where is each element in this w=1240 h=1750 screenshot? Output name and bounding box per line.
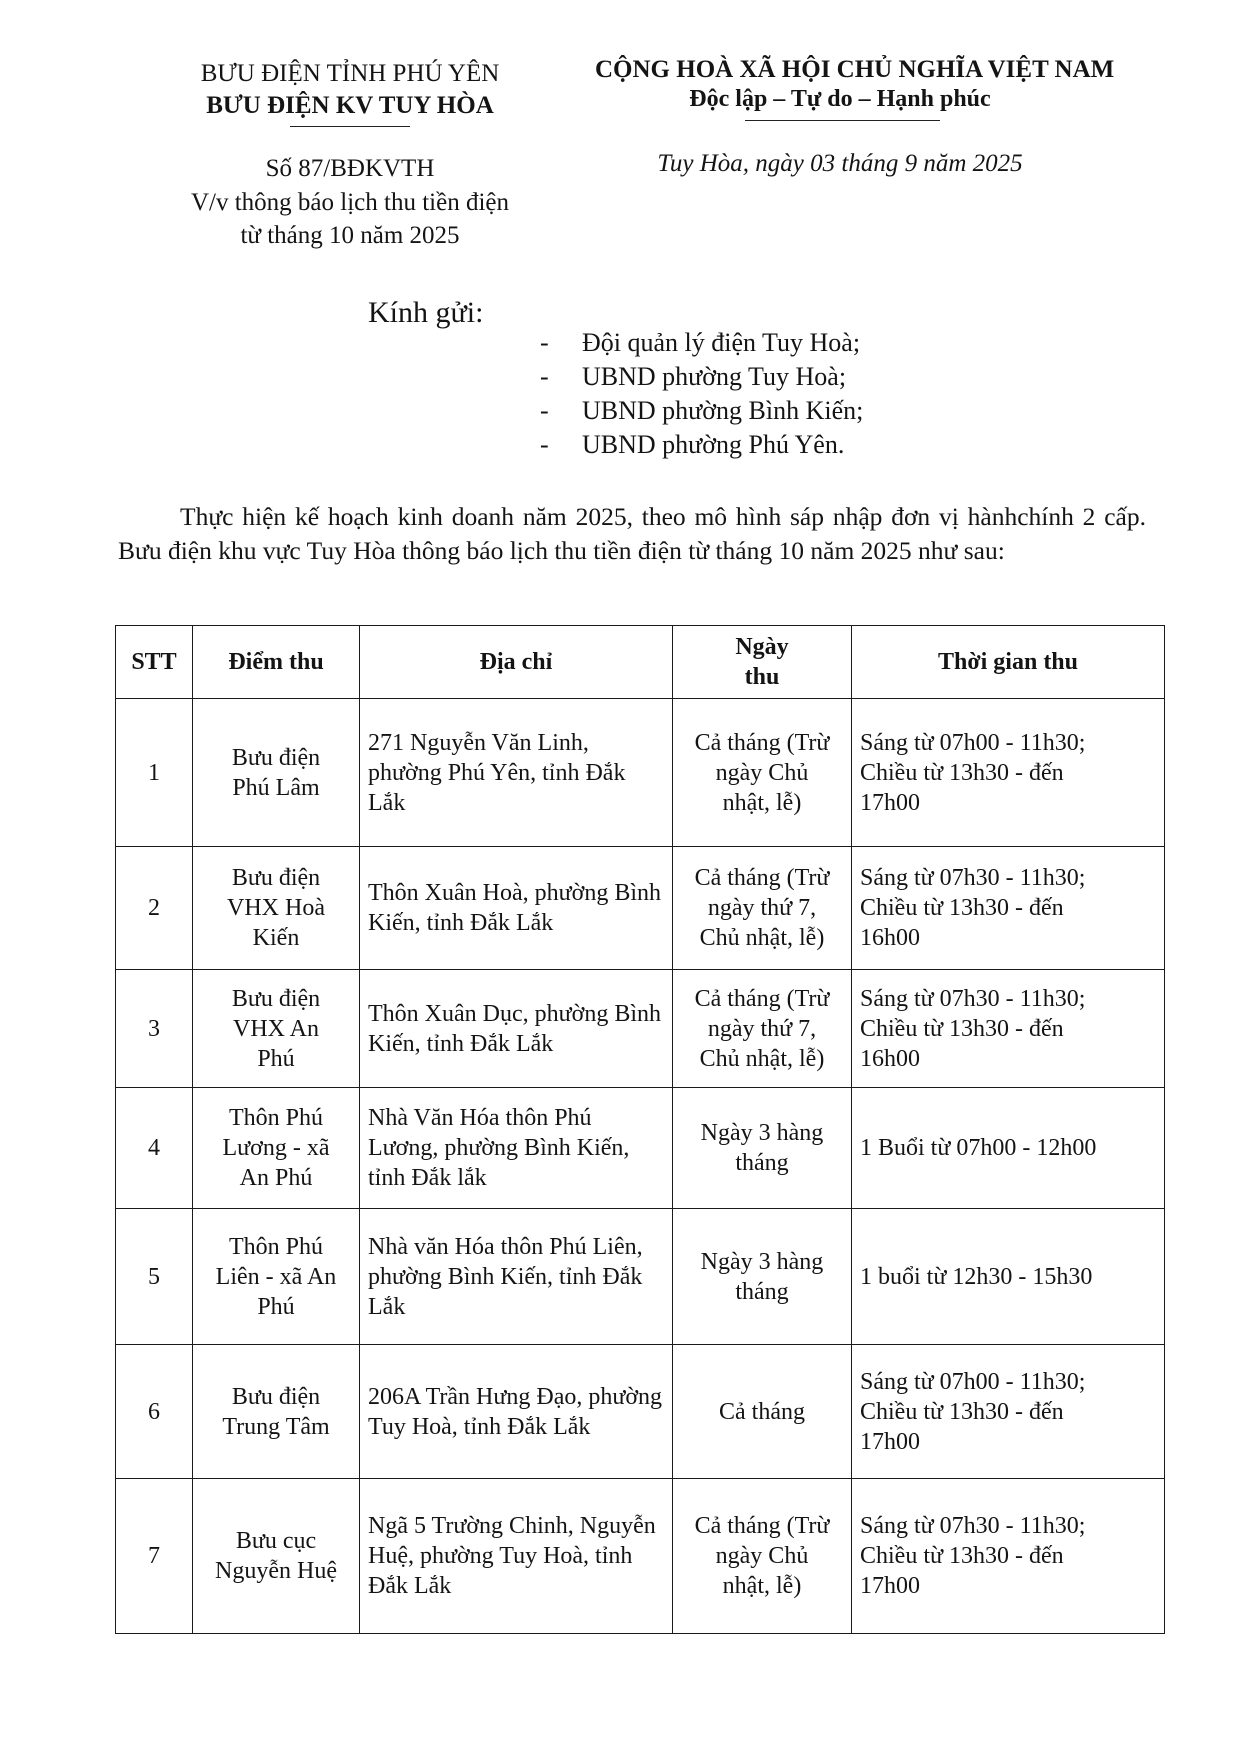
cell-collection-time	[852, 699, 1165, 847]
time-line: 1 buổi từ 12h30 - 15h30	[860, 1263, 1093, 1290]
cell-collection-time	[852, 1345, 1165, 1479]
table-row	[116, 1088, 1165, 1209]
table-row	[116, 970, 1165, 1088]
national-title: CỘNG HOÀ XÃ HỘI CHỦ NGHĨA VIỆT NAM	[595, 56, 1115, 83]
greeting: Kính gửi:	[368, 296, 484, 329]
point-line: Phú	[257, 1293, 295, 1320]
header-collection-day	[673, 626, 852, 699]
time-line: 17h00	[860, 789, 920, 816]
cell-collection-point	[193, 1209, 360, 1345]
time-line: 17h00	[860, 1428, 920, 1455]
day-line: nhật, lễ)	[722, 1573, 802, 1599]
day-line: tháng	[735, 1278, 789, 1305]
time-line: Sáng từ 07h00 - 11h30;	[860, 1368, 1086, 1395]
time-line: Chiều từ 13h30 - đến	[860, 895, 1064, 921]
cell-collection-day	[673, 847, 852, 970]
cell-collection-day	[673, 1345, 852, 1479]
header-collection-point: Điểm thu	[193, 626, 360, 699]
cell-stt: 2	[116, 847, 193, 970]
header-day-line: thu	[744, 664, 780, 690]
point-line: An Phú	[239, 1165, 313, 1191]
cell-stt: 6	[116, 1345, 193, 1479]
point-line: Bưu điện	[231, 744, 321, 771]
day-line: Cả tháng (Trừ	[694, 1513, 830, 1539]
cell-collection-point	[193, 1479, 360, 1634]
header-collection-time: Thời gian thu	[852, 626, 1165, 699]
recipient-item: - UBND phường Phú Yên.	[540, 428, 863, 462]
day-line: Cả tháng (Trừ	[694, 729, 830, 756]
point-line: Bưu điện	[231, 985, 321, 1012]
header-day-line: Ngày	[735, 634, 789, 660]
agency-underline	[290, 126, 410, 127]
cell-address: Nhà Văn Hóa thôn Phú Lương, phường Bình Kiến, tỉnh Đắk lắk	[360, 1088, 673, 1209]
point-line: Trung Tâm	[222, 1413, 330, 1440]
cell-collection-day	[673, 1479, 852, 1634]
point-line: VHX An	[232, 1015, 319, 1042]
header-stt: STT	[116, 626, 193, 699]
cell-collection-point	[193, 699, 360, 847]
day-line: Cả tháng (Trừ	[694, 985, 830, 1012]
point-line: Bưu điện	[231, 865, 321, 891]
motto-underline	[745, 120, 940, 121]
cell-collection-time	[852, 1479, 1165, 1634]
recipient-item: - Đội quản lý điện Tuy Hoà;	[540, 326, 863, 360]
cell-stt: 1	[116, 699, 193, 847]
point-line: Thôn Phú	[228, 1233, 323, 1260]
cell-collection-point	[193, 847, 360, 970]
time-line: Sáng từ 07h30 - 11h30;	[860, 1513, 1086, 1539]
day-line: ngày Chủ	[715, 1543, 809, 1569]
time-line: Sáng từ 07h00 - 11h30;	[860, 729, 1086, 756]
table-row	[116, 847, 1165, 970]
time-line: Chiều từ 13h30 - đến	[860, 759, 1064, 786]
day-line: ngày thứ 7,	[707, 1015, 817, 1042]
cell-stt: 5	[116, 1209, 193, 1345]
point-line: Lương - xã	[222, 1135, 330, 1161]
subject-line-1: V/v thông báo lịch thu tiền điện	[190, 189, 509, 216]
point-line: Thôn Phú	[228, 1105, 323, 1131]
cell-collection-point	[193, 1345, 360, 1479]
national-motto: Độc lập – Tự do – Hạnh phúc	[689, 86, 991, 112]
recipient-list	[540, 326, 863, 462]
time-line: Sáng từ 07h30 - 11h30;	[860, 985, 1086, 1012]
point-line: Bưu cục	[235, 1528, 317, 1554]
cell-collection-point	[193, 970, 360, 1088]
cell-collection-point	[193, 1088, 360, 1209]
day-line: Cả tháng	[719, 1398, 805, 1425]
time-line: 16h00	[860, 925, 920, 951]
day-line: Ngày 3 hàng	[700, 1248, 824, 1275]
table-row	[116, 1345, 1165, 1479]
cell-address: 206A Trần Hưng Đạo, phường Tuy Hoà, tỉnh Đắk Lắk	[360, 1345, 673, 1479]
agency-parent: BƯU ĐIỆN TỈNH PHÚ YÊN	[200, 60, 500, 87]
cell-collection-day	[673, 699, 852, 847]
cell-collection-time	[852, 1088, 1165, 1209]
cell-address: 271 Nguyễn Văn Linh, phường Phú Yên, tỉnh Đắk Lắk	[360, 699, 673, 847]
time-line: Chiều từ 13h30 - đến	[860, 1543, 1064, 1569]
point-line: Kiến	[252, 925, 300, 951]
time-line: 1 Buổi từ 07h00 - 12h00	[860, 1135, 1097, 1161]
cell-stt: 3	[116, 970, 193, 1088]
time-line: Chiều từ 13h30 - đến	[860, 1398, 1064, 1425]
cell-address: Ngã 5 Trường Chinh, Nguyễn Huệ, phường Tuy Hoà, tỉnh Đắk Lắk	[360, 1479, 673, 1634]
table-row	[116, 1479, 1165, 1634]
table-row	[116, 699, 1165, 847]
day-line: tháng	[735, 1150, 789, 1176]
cell-address: Thôn Xuân Hoà, phường Bình Kiến, tỉnh Đắk Lắk	[360, 847, 673, 970]
point-line: Nguyễn Huệ	[215, 1558, 337, 1584]
time-line: Sáng từ 07h30 - 11h30;	[860, 865, 1086, 891]
point-line: Phú	[257, 1045, 295, 1072]
point-line: VHX Hoà	[227, 895, 325, 921]
day-line: Ngày 3 hàng	[700, 1120, 824, 1146]
day-line: Cả tháng (Trừ	[694, 865, 830, 891]
day-line: nhật, lễ)	[722, 789, 802, 816]
table-row	[116, 1209, 1165, 1345]
recipient-item: - UBND phường Tuy Hoà;	[540, 360, 863, 394]
cell-collection-time	[852, 970, 1165, 1088]
cell-collection-day	[673, 1088, 852, 1209]
cell-collection-day	[673, 970, 852, 1088]
point-line: Phú Lâm	[232, 774, 320, 801]
intro-paragraph: Thực hiện kế hoạch kinh doanh năm 2025, theo mô hình sáp nhập đơn vị hànhchính 2 cấp. Bưu điện khu vực Tuy Hòa thông báo lịch thu tiền điện từ tháng 10 năm 2025 như sau:	[118, 502, 1146, 565]
cell-collection-time	[852, 847, 1165, 970]
time-line: 16h00	[860, 1045, 920, 1072]
day-line: ngày Chủ	[715, 759, 809, 786]
cell-stt: 4	[116, 1088, 193, 1209]
document-number: Số 87/BĐKVTH	[265, 155, 435, 182]
cell-collection-day	[673, 1209, 852, 1345]
collection-schedule-table	[115, 625, 1165, 1634]
subject-line-2: từ tháng 10 năm 2025	[240, 222, 460, 249]
recipient-item: - UBND phường Bình Kiến;	[540, 394, 863, 428]
time-line: Chiều từ 13h30 - đến	[860, 1015, 1064, 1042]
agency-name: BƯU ĐIỆN KV TUY HÒA	[206, 92, 494, 119]
cell-stt: 7	[116, 1479, 193, 1634]
place-date: Tuy Hòa, ngày 03 tháng 9 năm 2025	[657, 150, 1023, 177]
cell-collection-time	[852, 1209, 1165, 1345]
point-line: Bưu điện	[231, 1383, 321, 1410]
cell-address: Thôn Xuân Dục, phường Bình Kiến, tỉnh Đắk Lắk	[360, 970, 673, 1088]
day-line: ngày thứ 7,	[707, 895, 817, 921]
day-line: Chủ nhật, lễ)	[699, 925, 825, 951]
time-line: 17h00	[860, 1573, 920, 1599]
table-header-row	[116, 626, 1165, 699]
point-line: Liên - xã An	[215, 1263, 337, 1290]
day-line: Chủ nhật, lễ)	[699, 1045, 825, 1072]
cell-address: Nhà văn Hóa thôn Phú Liên, phường Bình Kiến, tỉnh Đắk Lắk	[360, 1209, 673, 1345]
header-address: Địa chỉ	[360, 626, 673, 699]
